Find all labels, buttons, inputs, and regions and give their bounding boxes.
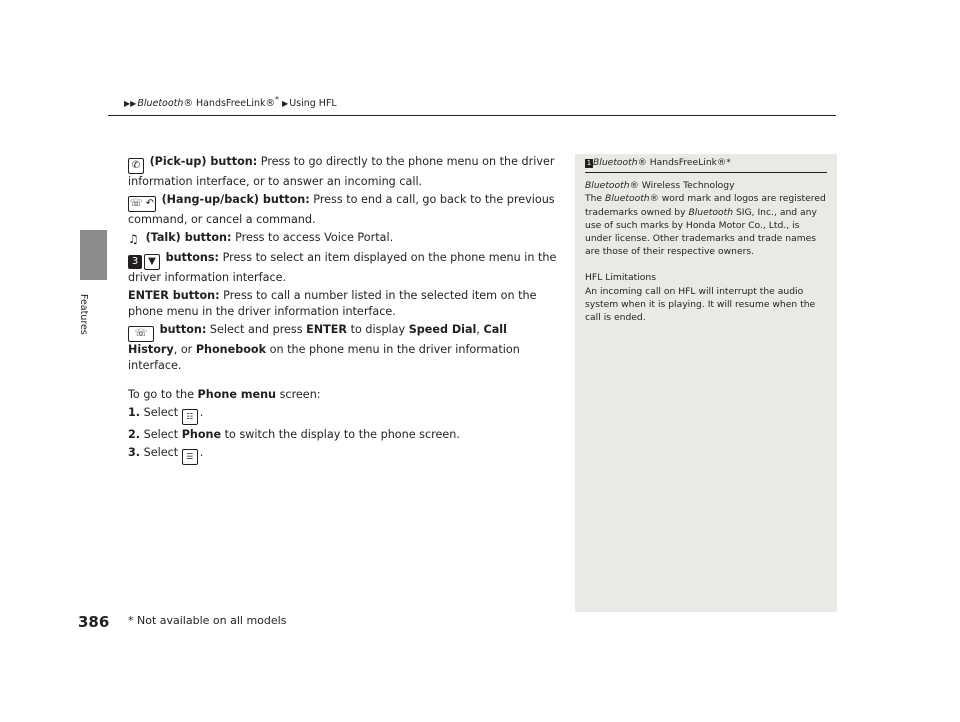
step-1: 1. Select ☷ . <box>128 405 558 425</box>
hangup-paragraph: ☏ ↶ (Hang-up/back) button: Press to end a call, go back to the previous command, or cancel a command. <box>128 193 555 227</box>
phone-menu-icon: ☏ <box>128 326 154 342</box>
pickup-paragraph: ✆ (Pick-up) button: Press to go directly to the phone menu on the driver information interface, or to answer an incoming call. <box>128 155 555 188</box>
note-heading: 1 Bluetooth® HandsFreeLink®* <box>586 157 731 168</box>
step-3: 3. Select ☰ . <box>128 445 558 465</box>
header-rule <box>108 115 836 116</box>
phone-button-paragraph: ☏ button: Select and press ENTER to display Speed Dial, Call History, or Phonebook on the phone menu in the driver information interface. <box>128 323 520 373</box>
breadcrumb-arrow-icon: ▶▶ <box>124 99 137 109</box>
breadcrumb-bluetooth: Bluetooth <box>137 98 184 110</box>
breadcrumb-arrow-icon: ▶ <box>282 99 289 109</box>
note-rule <box>585 172 827 173</box>
breadcrumb-using-hfl: Using HFL <box>289 98 337 110</box>
down-button-icon: ▼ <box>144 254 160 270</box>
page-number: 386 <box>78 613 110 631</box>
limitations-block: HFL Limitations An incoming call on HFL will interrupt the audio system when it is playing. It will resume when the call is ended. <box>585 272 816 324</box>
talk-paragraph: ♫ (Talk) button: Press to access Voice Portal. <box>128 231 394 247</box>
main-content <box>128 154 558 467</box>
section-tab <box>80 230 107 280</box>
note-number-icon: 1 <box>586 159 592 167</box>
footnote: * Not available on all models <box>128 614 287 627</box>
menu-icon: ☰ <box>182 449 198 465</box>
breadcrumb <box>124 95 337 109</box>
section-label: Features <box>78 294 89 335</box>
hangup-phone-icon: ☏ ↶ <box>128 196 156 212</box>
talk-icon: ♫ <box>128 232 139 247</box>
pickup-phone-icon: ✆ <box>128 158 144 174</box>
up-button-icon: 3 <box>128 255 142 269</box>
home-icon: ☷ <box>182 409 198 425</box>
goto-paragraph: To go to the Phone menu screen: <box>128 387 321 401</box>
sidebar-note <box>575 154 837 612</box>
step-2: 2. Select Phone to switch the display to the phone screen. <box>128 427 460 441</box>
breadcrumb-hfl: ® HandsFreeLink® <box>183 98 276 110</box>
breadcrumb-asterisk: * <box>275 95 279 104</box>
enter-paragraph: ENTER button: Press to call a number listed in the selected item on the phone menu in the driver information interface. <box>128 288 537 319</box>
updown-paragraph: 3 ▼ buttons: Press to select an item displayed on the phone menu in the driver information interface. <box>128 250 557 284</box>
trademark-block: Bluetooth® Wireless Technology The Bluetooth® word mark and logos are registered trademarks owned by Bluetooth SIG, Inc., and any use of such marks by Honda Motor Co., Ltd., is under license. Other trademarks and trade names are those of their respective owners. <box>585 180 826 258</box>
